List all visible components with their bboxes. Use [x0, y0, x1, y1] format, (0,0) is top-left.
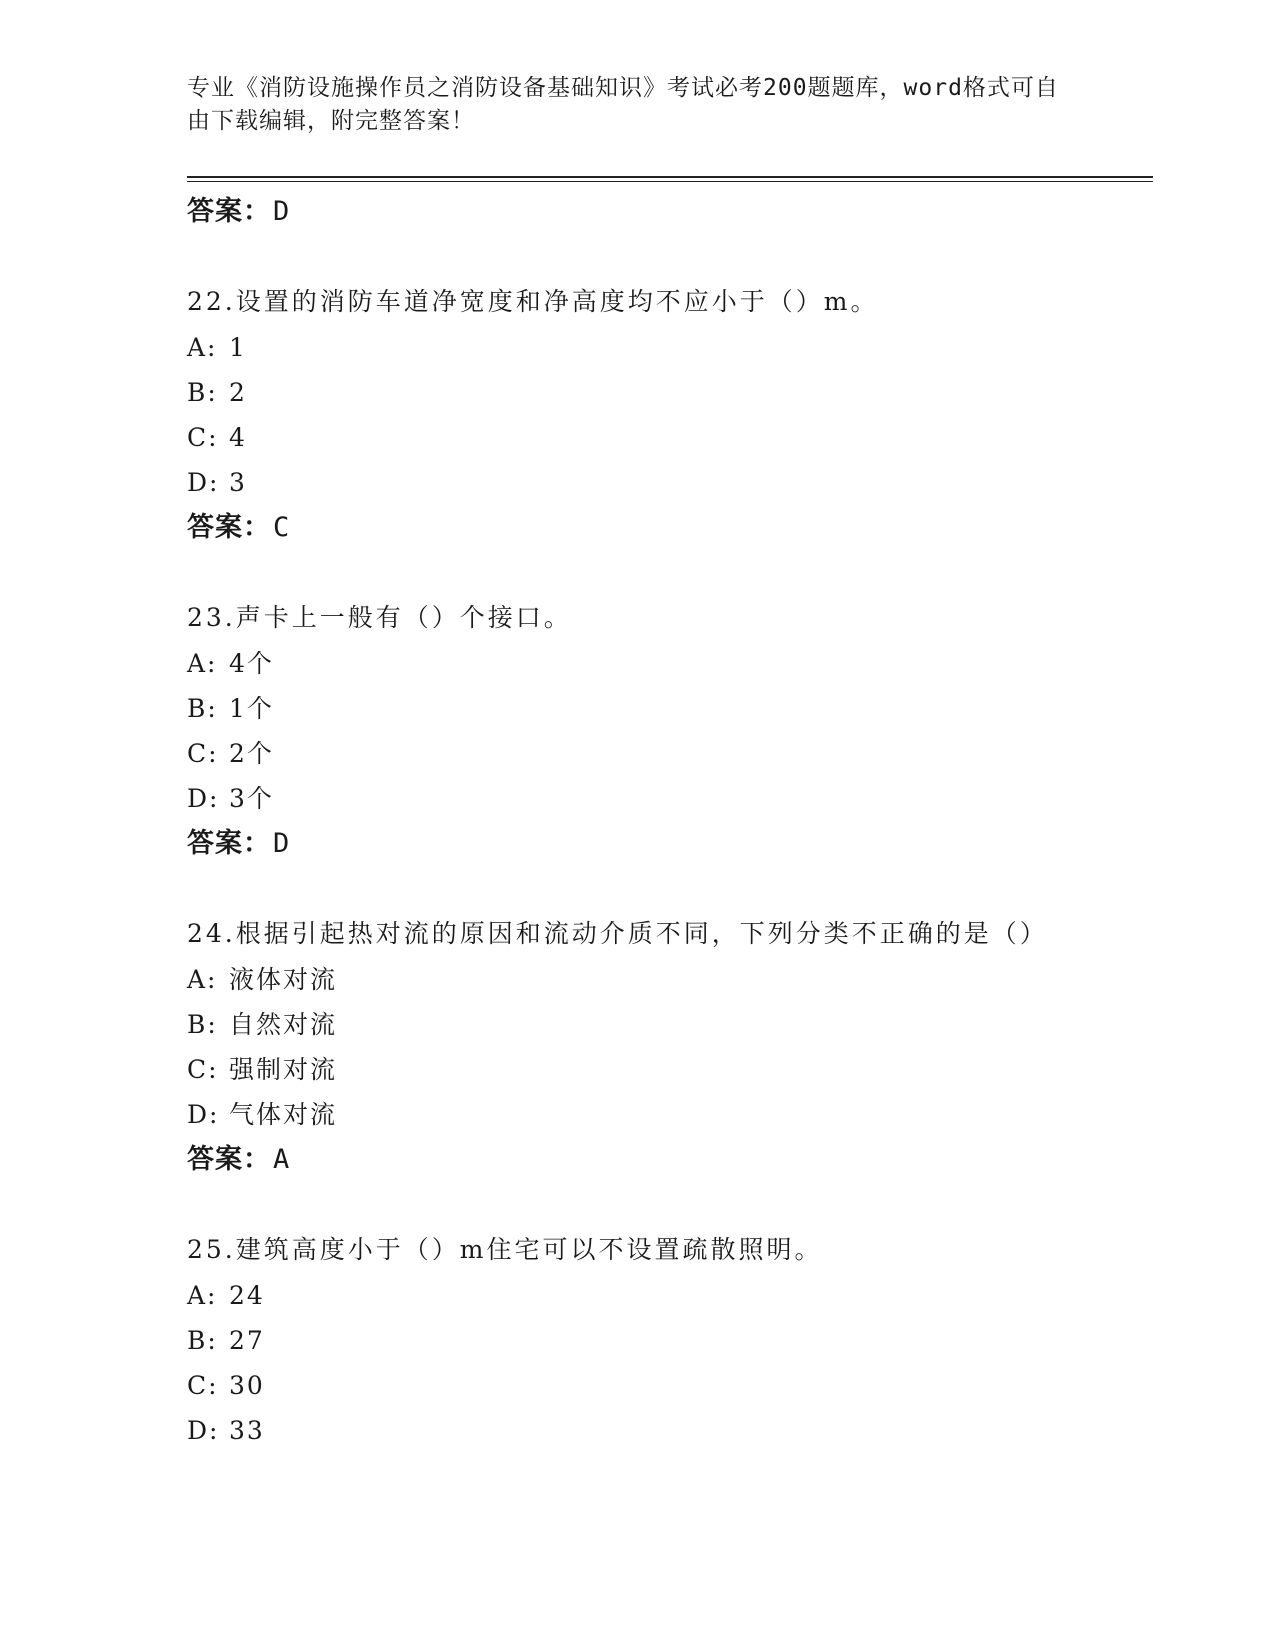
answer-line: [187, 190, 1153, 234]
option-letter: B:: [187, 378, 218, 407]
option-a: [187, 1274, 1153, 1319]
option-letter: A:: [187, 1281, 218, 1310]
option-text: 2个: [229, 739, 274, 768]
answer-line: [187, 506, 1153, 550]
option-text: 4个: [229, 649, 274, 678]
document-page: [187, 72, 1153, 1454]
option-a: [187, 958, 1153, 1003]
question-text: 22.设置的消防车道净宽度和净高度均不应小于（）m。: [187, 287, 879, 316]
option-c: [187, 732, 1153, 777]
option-text: 2: [229, 378, 247, 407]
option-text: 1个: [229, 694, 274, 723]
option-letter: D:: [187, 784, 220, 813]
option-b: [187, 1003, 1153, 1048]
option-a: [187, 642, 1153, 687]
option-d: [187, 777, 1153, 822]
option-text: 1: [229, 333, 247, 362]
option-a: [187, 326, 1153, 371]
answer-label: 答案：: [187, 512, 271, 543]
answer-value: C: [273, 512, 291, 543]
header-divider: [187, 176, 1153, 182]
option-text: 30: [229, 1371, 265, 1400]
option-letter: D:: [187, 1416, 220, 1445]
option-d: [187, 1093, 1153, 1138]
option-letter: D:: [187, 468, 220, 497]
answer-label: 答案：: [187, 828, 271, 859]
option-letter: B:: [187, 694, 218, 723]
question-item: [187, 280, 1153, 550]
option-letter: B:: [187, 1010, 218, 1039]
question-item: [187, 596, 1153, 866]
answer-line: [187, 822, 1153, 866]
answer-value: D: [273, 828, 291, 859]
answer-line: [187, 1138, 1153, 1182]
option-letter: A:: [187, 965, 218, 994]
answer-value: A: [273, 1144, 291, 1175]
option-text: 4: [229, 423, 247, 452]
option-c: [187, 1048, 1153, 1093]
option-b: [187, 371, 1153, 416]
option-letter: C:: [187, 1055, 219, 1084]
option-letter: A:: [187, 649, 218, 678]
question-item: [187, 1228, 1153, 1454]
option-text: 24: [229, 1281, 265, 1310]
option-d: [187, 461, 1153, 506]
option-letter: C:: [187, 739, 219, 768]
option-c: [187, 416, 1153, 461]
question-text: 23.声卡上一般有（）个接口。: [187, 603, 572, 632]
option-text: 强制对流: [229, 1055, 338, 1084]
option-text: 27: [229, 1326, 265, 1355]
question-item: [187, 912, 1153, 1182]
option-text: 3个: [229, 784, 274, 813]
option-text: 33: [229, 1416, 265, 1445]
option-text: 3: [229, 468, 247, 497]
answer-label: 答案：: [187, 1144, 271, 1175]
option-letter: B:: [187, 1326, 218, 1355]
answer-value: D: [273, 196, 291, 227]
option-text: 气体对流: [229, 1100, 338, 1129]
option-letter: D:: [187, 1100, 220, 1129]
option-letter: C:: [187, 1371, 219, 1400]
option-text: 液体对流: [229, 965, 338, 994]
answer-label: 答案：: [187, 196, 271, 227]
question-text: 25.建筑高度小于（）m住宅可以不设置疏散照明。: [187, 1235, 823, 1264]
question-text: 24.根据引起热对流的原因和流动介质不同，下列分类不正确的是（）: [187, 919, 1048, 948]
option-b: [187, 687, 1153, 732]
option-b: [187, 1319, 1153, 1364]
option-letter: C:: [187, 423, 219, 452]
option-c: [187, 1364, 1153, 1409]
option-d: [187, 1409, 1153, 1454]
option-letter: A:: [187, 333, 218, 362]
document-header: 专业《消防设施操作员之消防设备基础知识》考试必考200题题库，word格式可自由下载编辑，附完整答案！: [187, 75, 1059, 134]
option-text: 自然对流: [229, 1010, 338, 1039]
